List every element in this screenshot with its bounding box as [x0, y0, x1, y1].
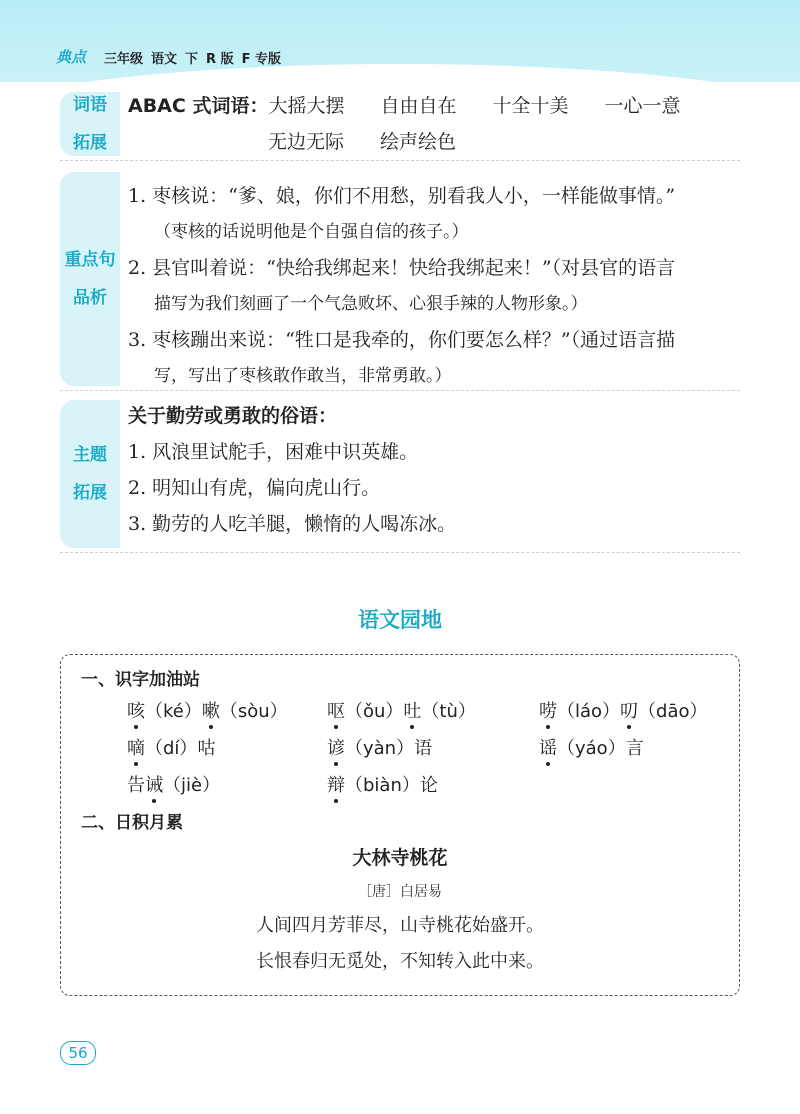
literacy-item [327, 734, 432, 760]
literacy-char: 诫 [145, 775, 163, 796]
literacy-pinyin: （tù） [421, 701, 476, 722]
literacy-item [327, 697, 476, 723]
literacy-char: 呕 [327, 701, 345, 722]
literacy-pinyin: （biàn） [345, 775, 420, 796]
literacy-pinyin: （jiè） [163, 775, 221, 796]
literacy-heading: 一、识字加油站 [81, 670, 200, 690]
literacy-char: 谣 [539, 738, 557, 759]
vocab-tag-line2: 拓展 [73, 133, 107, 153]
literacy-char: 吐 [403, 701, 422, 722]
brand-logo: 典点 [56, 48, 87, 66]
literacy-item [539, 697, 708, 723]
accumulation-heading: 二、日积月累 [81, 813, 183, 833]
poem-author: ［唐］白居易 [358, 884, 442, 900]
literacy-char: 嘀 [127, 738, 145, 759]
literacy-pinyin: （sòu） [219, 701, 288, 722]
special-label: F 专版 [241, 52, 282, 67]
garden-box [60, 654, 740, 996]
garden-title: 语文园地 [358, 608, 442, 632]
literacy-item [127, 771, 220, 797]
vocab-word: 大摇大摆 [268, 95, 345, 117]
edition-label: R 版 [206, 52, 234, 67]
proverb-item: 2. 明知山有虎，偏向虎山行。 [128, 477, 381, 499]
key-sentences-tag [60, 172, 120, 386]
theme-section [60, 396, 740, 553]
literacy-char: 辩 [327, 775, 345, 796]
literacy-char: 嗽 [201, 701, 220, 722]
key-sentence-line: 3. 枣核蹦出来说：“牲口是我牵的，你们要怎么样？”（通过语言描 [128, 329, 676, 351]
key-sentence-line: 1. 枣核说：“爹、娘，你们不用愁，别看我人小，一样能做事情。” [128, 185, 676, 207]
literacy-char: 谚 [327, 738, 345, 759]
literacy-pinyin: （láo） [557, 701, 621, 722]
literacy-char: 咳 [127, 701, 145, 722]
vocab-word: 无边无际 [268, 131, 345, 153]
vocab-word: 十全十美 [492, 95, 569, 117]
poem-title: 大林寺桃花 [352, 847, 448, 869]
vocab-word: 绘声绘色 [380, 131, 457, 153]
literacy-pinyin: （yáo） [557, 738, 626, 759]
key-sentences-section [60, 168, 740, 391]
literacy-pinyin: （dāo） [638, 701, 708, 722]
literacy-char: 叨 [620, 701, 639, 722]
book-title [104, 48, 289, 67]
literacy-pinyin: （dí） [145, 738, 198, 759]
theme-heading: 关于勤劳或勇敢的俗语： [128, 405, 338, 427]
literacy-char: 咕 [197, 738, 216, 759]
grade-label: 三年级 [104, 52, 144, 67]
vocab-tag-line1: 词语 [73, 95, 107, 115]
literacy-item [539, 734, 644, 760]
literacy-pinyin: （ké） [145, 701, 202, 722]
literacy-char: 告 [127, 775, 145, 796]
poem-line: 长恨春归无觅处，不知转入此中来。 [256, 951, 544, 972]
literacy-item [127, 697, 288, 723]
literacy-char: 唠 [539, 701, 557, 722]
vocab-tag [60, 92, 120, 156]
proverb-item: 3. 勤劳的人吃羊腿，懒惰的人喝冻冰。 [128, 513, 457, 535]
vocab-section [60, 88, 740, 161]
theme-tag-line2: 拓展 [73, 483, 107, 503]
literacy-char: 论 [419, 775, 438, 796]
literacy-pinyin: （ǒu） [345, 701, 404, 722]
key-sentence-note: 写，写出了枣核敢作敢当，非常勇敢。） [154, 366, 452, 386]
key-sentence-note: （枣核的话说明他是个自强自信的孩子。） [154, 222, 469, 242]
literacy-item [327, 771, 438, 797]
literacy-item [127, 734, 215, 760]
key-tag-line1: 重点句 [64, 250, 116, 270]
theme-content [128, 398, 740, 542]
vocab-word: 自由自在 [380, 95, 457, 117]
term-label: 下 [185, 52, 199, 67]
key-sentences-content [128, 178, 740, 394]
literacy-char: 语 [414, 738, 433, 759]
vocab-content [128, 88, 740, 160]
theme-tag-line1: 主题 [73, 445, 107, 465]
poem-line: 人间四月芳菲尽，山寺桃花始盛开。 [256, 915, 544, 936]
key-tag-line2: 品析 [73, 288, 107, 308]
key-sentence-note: 描写为我们刻画了一个气急败坏、心狠手辣的人物形象。） [154, 294, 588, 314]
theme-tag [60, 400, 120, 548]
page-header [0, 0, 800, 82]
vocab-label: ABAC 式词语： [128, 95, 269, 117]
key-sentence-line: 2. 县官叫着说：“快给我绑起来！快给我绑起来！”（对县官的语言 [128, 257, 676, 279]
vocab-word: 一心一意 [604, 95, 681, 117]
proverb-item: 1. 风浪里试舵手，困难中识英雄。 [128, 441, 419, 463]
literacy-pinyin: （yàn） [345, 738, 415, 759]
page-number: 56 [60, 1041, 96, 1065]
subject-label: 语文 [151, 52, 178, 67]
literacy-char: 言 [625, 738, 644, 759]
